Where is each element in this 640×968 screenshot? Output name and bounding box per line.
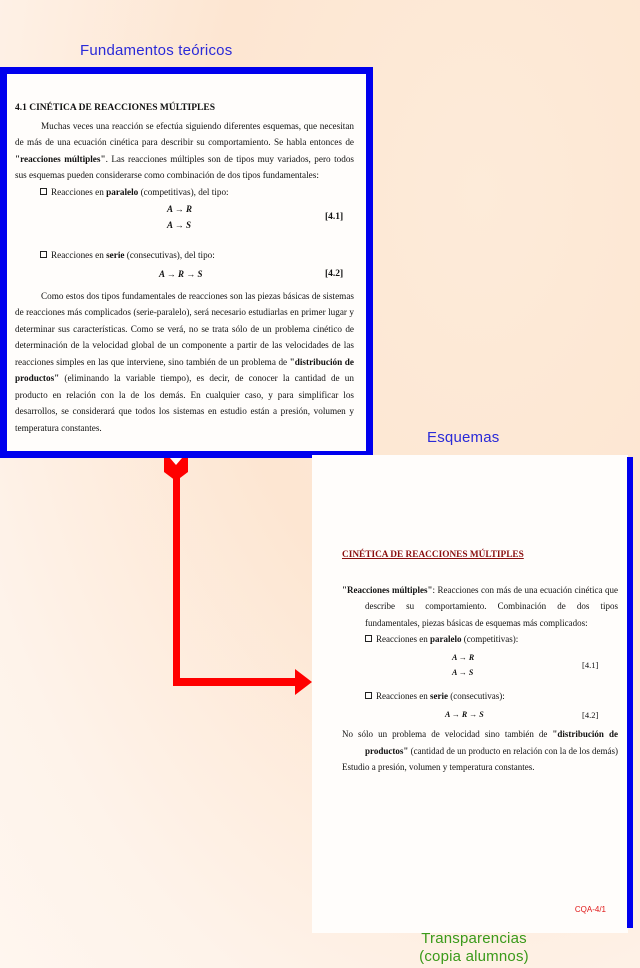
p1-bold-term: "reacciones múltiples" bbox=[15, 153, 106, 164]
transparency-bullet-parallel bbox=[342, 631, 618, 648]
checkbox-bullet-icon bbox=[365, 635, 372, 642]
t-bullet2-bold: serie bbox=[429, 690, 448, 701]
theory-heading: 4.1 CINÉTICA DE REACCIONES MÚLTIPLES bbox=[15, 103, 215, 113]
t-eq-4-1-b: A → S bbox=[452, 667, 474, 677]
bullet1-post: (competitivas), del tipo: bbox=[138, 186, 229, 197]
bullet2-bold: serie bbox=[106, 250, 125, 260]
bullet1-bold: paralelo bbox=[106, 186, 139, 197]
p1-text-end: . Las reacciones múltiples son de tipos muy variados, pero todos sus esquemas pueden considerarse como combinación de dos tipos fundamentales: bbox=[15, 153, 354, 180]
t-p1-bold: "Reacciones múltiples" bbox=[342, 584, 433, 595]
bullet2-pre: Reacciones en bbox=[51, 250, 107, 260]
slide-code: CQA-4/1 bbox=[574, 904, 606, 914]
eq-4-2-number: [4.2] bbox=[325, 268, 344, 279]
transparency-heading: CINÉTICA DE REACCIONES MÚLTIPLES bbox=[342, 550, 524, 560]
t-eq-4-2: A → R → S bbox=[445, 710, 484, 719]
t-p2-post: (cantidad de un producto en relación con la de los demás) bbox=[408, 745, 619, 756]
label-transparencias bbox=[400, 930, 548, 966]
t-bullet2-pre: Reacciones en bbox=[376, 690, 430, 701]
t-equation-4-2 bbox=[342, 704, 618, 726]
bullet2-post: (consecutivas), del tipo: bbox=[124, 250, 215, 260]
t-p2-bold: "distribución de productos" bbox=[365, 729, 618, 756]
bullet1-pre: Reacciones en bbox=[51, 186, 107, 197]
t-bullet1-post: (competitivas): bbox=[461, 634, 519, 644]
t-eq-4-1-a: A → R bbox=[452, 652, 475, 662]
label-transparencias-line2: (copia alumnos) bbox=[419, 948, 529, 965]
eq-4-1-b: A → S bbox=[167, 220, 192, 230]
t-bullet1-pre: Reacciones en bbox=[376, 634, 430, 644]
checkbox-bullet-icon bbox=[365, 692, 372, 699]
eq-4-2: A → R → S bbox=[159, 268, 203, 279]
transparency-slide bbox=[312, 455, 628, 933]
eq-4-1-a: A → R bbox=[167, 204, 193, 214]
label-transparencias-line1: Transparencias bbox=[421, 930, 527, 947]
p2-bold-term: "distribución de productos" bbox=[15, 356, 354, 383]
transparency-paragraph-1 bbox=[342, 582, 618, 632]
p2-text-end: (eliminando la variable tiempo), es decir, de conocer la cantidad de un producto en relación con la de los demás. En cualquier caso, y para simplificar los desarrollos, se considerará que todos los sistemas en estudio están a presión, volumen y temperatura constantes. bbox=[15, 373, 354, 433]
transparency-paragraph-2 bbox=[342, 726, 618, 759]
label-fundamentos-teoricos: Fundamentos teóricos bbox=[80, 42, 233, 59]
eq-4-1-number: [4.1] bbox=[325, 212, 344, 222]
transparency-paragraph-3: Estudio a presión, volumen y temperatura constantes. bbox=[342, 762, 535, 772]
p1-text: Muchas veces una reacción se efectúa siguiendo diferentes esquemas, que necesitan de más de una ecuación cinética para describir su comportamiento. Se habla entonces de bbox=[15, 120, 354, 147]
slide-side-bar bbox=[627, 457, 633, 928]
t-p2-pre: No sólo un problema de velocidad sino también de bbox=[342, 729, 553, 739]
t-p1-text: : Reacciones con más de una ecuación cinética que describe su comportamiento. Combinación de dos tipos fundamentales, piezas básicas de esquemas más complicados: bbox=[365, 584, 618, 628]
t-bullet1-bold: paralelo bbox=[429, 634, 462, 644]
p2-text: Como estos dos tipos fundamentales de reacciones son las piezas básicas de sistemas de reacciones más complicados (serie-paralelo), será necesario estudiarlas en primer lugar y determinar sus características. Como se verá, no se trata sólo de un problema cinético de determinación de la velocidad global de un componente a partir de las velocidades de las reacciones simples en las que interviene, sino también de un problema de bbox=[15, 290, 354, 367]
label-esquemas: Esquemas bbox=[427, 429, 500, 446]
transparency-bullet-series bbox=[342, 688, 618, 705]
t-bullet2-post: (consecutivas): bbox=[447, 690, 505, 701]
t-eq-4-1-number: [4.1] bbox=[582, 659, 599, 670]
t-equation-4-1 bbox=[342, 648, 618, 682]
t-eq-4-2-number: [4.2] bbox=[582, 710, 599, 720]
